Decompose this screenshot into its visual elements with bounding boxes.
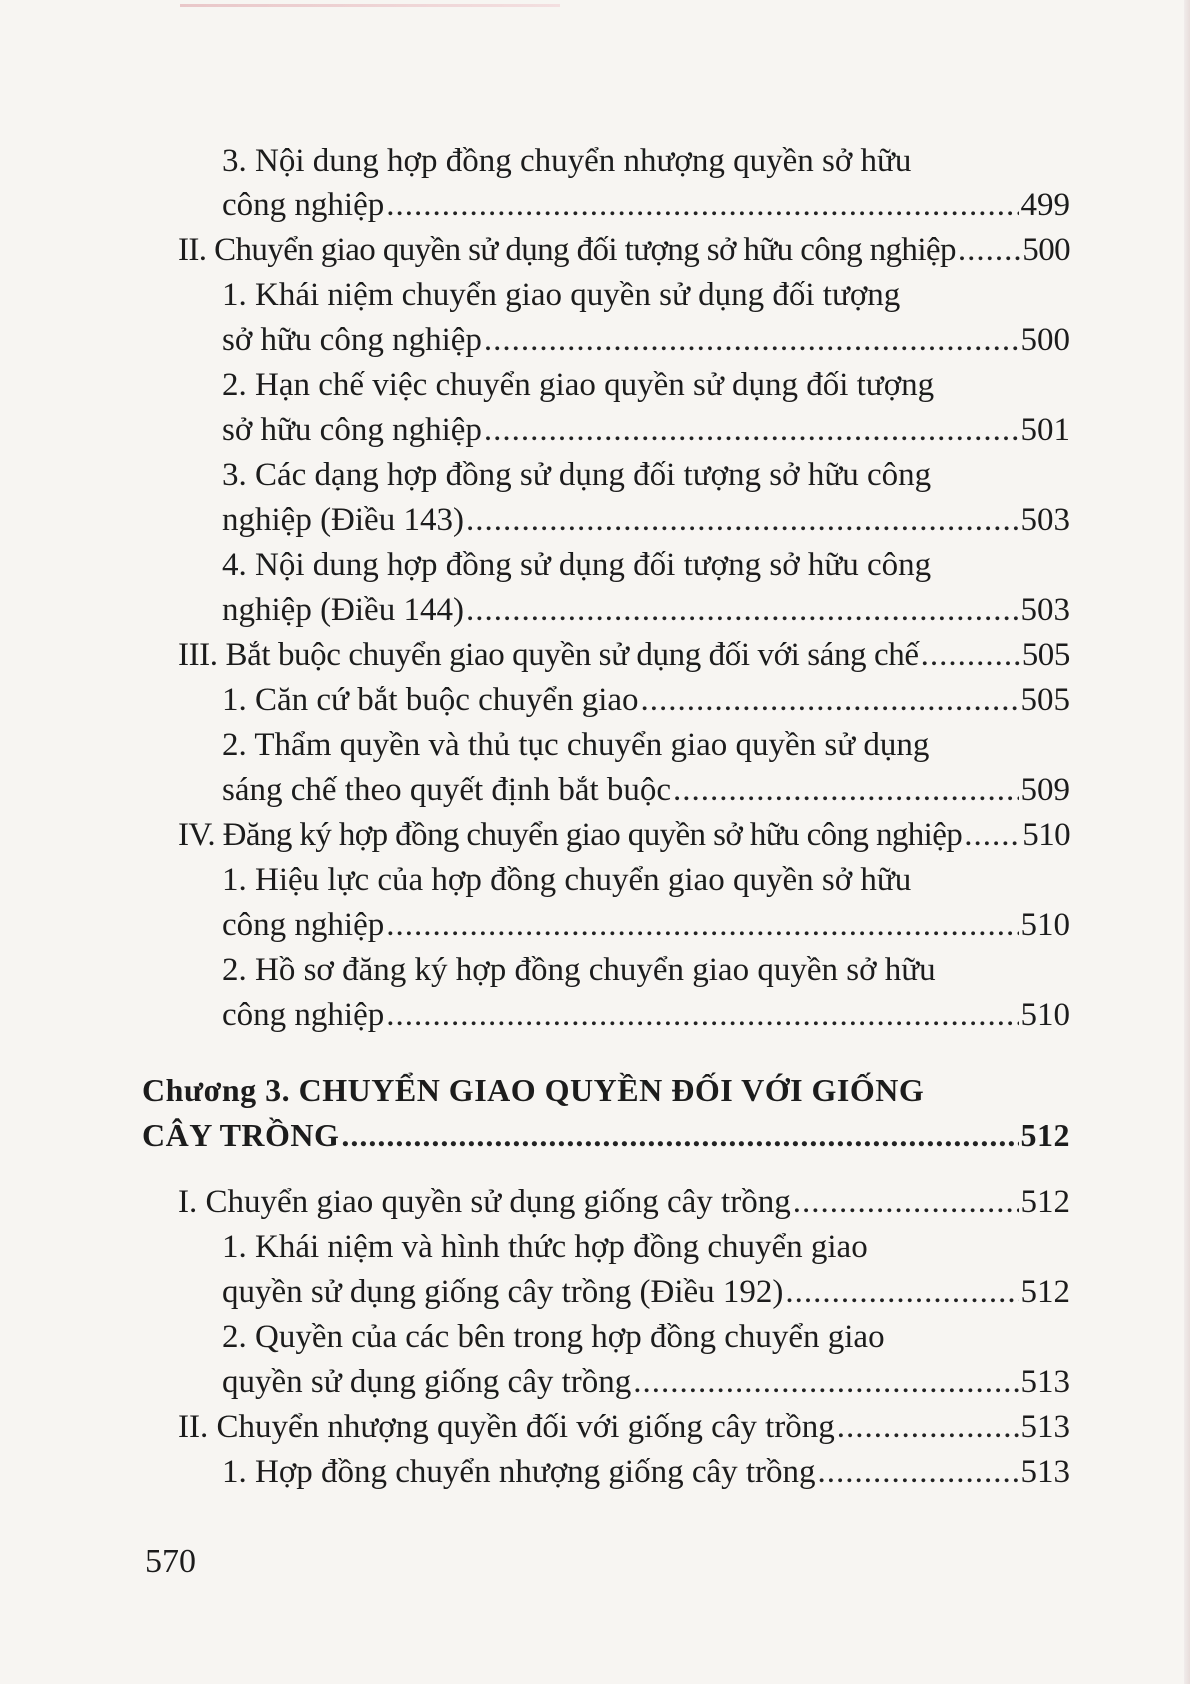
dot-leader: [785, 1270, 1018, 1314]
dot-leader: [641, 678, 1019, 722]
toc-entry: [222, 1270, 1070, 1314]
toc-entry-text: 1. Khái niệm chuyển giao quyền sử dụng đối tượng: [222, 277, 901, 313]
toc-entry: [178, 813, 1070, 857]
page-edge-shadow: [1184, 0, 1190, 1684]
toc-entry-label: công nghiệp: [222, 187, 385, 223]
toc-page-number: 499: [1020, 187, 1070, 223]
dot-leader: [921, 633, 1020, 677]
toc-entry-label: I. Chuyển giao quyền sử dụng giống cây trồng: [178, 1184, 791, 1220]
toc-page-number: 500: [1020, 322, 1070, 358]
toc-entry-label: quyền sử dụng giống cây trồng: [222, 1364, 632, 1400]
toc-entry: [222, 318, 1070, 362]
toc-entry-label: nghiệp (Điều 144): [222, 592, 464, 628]
dot-leader: [341, 1113, 1018, 1157]
dot-leader: [386, 183, 1018, 227]
toc-page-number: 513: [1020, 1454, 1070, 1490]
toc-entry: [178, 1405, 1070, 1449]
toc-page-number: 513: [1020, 1364, 1070, 1400]
toc-entry: [222, 183, 1070, 227]
dot-leader: [466, 498, 1019, 542]
chapter-heading: Chương 3. CHUYỂN GIAO QUYỀN ĐỐI VỚI GIỐNG: [142, 1072, 925, 1108]
toc-entry: [222, 993, 1070, 1037]
toc-page-number: 510: [1022, 817, 1070, 853]
toc-page-number: 512: [1020, 1184, 1070, 1220]
toc-entry: [178, 1180, 1070, 1224]
page-number: 570: [145, 1543, 196, 1580]
dot-leader: [466, 588, 1019, 632]
dot-leader: [837, 1405, 1019, 1449]
toc-entry-label: quyền sử dụng giống cây trồng (Điều 192): [222, 1274, 784, 1310]
toc-entry-label: II. Chuyển giao quyền sử dụng đối tượng sở hữu công nghiệp: [178, 232, 956, 268]
toc-entry-label: sáng chế theo quyết định bắt buộc: [222, 772, 672, 808]
dot-leader: [958, 228, 1020, 272]
dot-leader: [818, 1450, 1019, 1494]
toc-entry-text: 4. Nội dung hợp đồng sử dụng đối tượng sở hữu công: [222, 547, 932, 583]
toc-page-number: 512: [1020, 1117, 1070, 1153]
toc-page-number: 503: [1020, 502, 1070, 538]
toc-entry: [222, 1360, 1070, 1404]
toc-entry-label: sở hữu công nghiệp: [222, 322, 482, 358]
toc-page-number: 509: [1020, 772, 1070, 808]
toc-entry-label: 1. Căn cứ bắt buộc chuyển giao: [222, 682, 639, 718]
dot-leader: [633, 1360, 1018, 1404]
toc-entry-text: 2. Thẩm quyền và thủ tục chuyển giao quyền sử dụng: [222, 727, 930, 763]
dot-leader: [484, 408, 1019, 452]
toc-entry: [222, 768, 1070, 812]
toc-entry-label: IV. Đăng ký hợp đồng chuyển giao quyền sở hữu công nghiệp: [178, 817, 963, 853]
toc-page-number: 513: [1020, 1409, 1070, 1445]
dot-leader: [793, 1180, 1019, 1224]
toc-entry-label: CÂY TRỒNG: [142, 1117, 340, 1153]
toc-page-number: 505: [1021, 637, 1070, 673]
toc-entry-label: II. Chuyển nhượng quyền đối với giống cây trồng: [178, 1409, 835, 1445]
toc-page-number: 503: [1020, 592, 1070, 628]
toc-entry: [222, 408, 1070, 452]
dot-leader: [386, 993, 1018, 1037]
page-edge-decoration: [180, 4, 560, 7]
toc-entry: [222, 678, 1070, 722]
toc-entry-label: III. Bắt buộc chuyển giao quyền sử dụng đối với sáng chế: [178, 637, 919, 673]
toc-page-number: 510: [1020, 907, 1070, 943]
dot-leader: [386, 903, 1018, 947]
toc-entry: [222, 903, 1070, 947]
toc-page-number: 501: [1020, 412, 1070, 448]
toc-entry-text: 1. Khái niệm và hình thức hợp đồng chuyển giao: [222, 1229, 868, 1265]
toc-entry-label: công nghiệp: [222, 997, 385, 1033]
toc-entry: [222, 588, 1070, 632]
toc-entry: [178, 228, 1070, 272]
toc-entry: [222, 1450, 1070, 1494]
toc-page-number: 512: [1020, 1274, 1070, 1310]
toc-entry-text: 3. Các dạng hợp đồng sử dụng đối tượng sở hữu công: [222, 457, 932, 493]
toc-entry-text: 2. Quyền của các bên trong hợp đồng chuyển giao: [222, 1319, 885, 1355]
toc-entry-label: sở hữu công nghiệp: [222, 412, 482, 448]
toc-entry-text: 2. Hồ sơ đăng ký hợp đồng chuyển giao quyền sở hữu: [222, 952, 936, 988]
toc-entry-text: 3. Nội dung hợp đồng chuyển nhượng quyền sở hữu: [222, 143, 912, 179]
toc-entry: [222, 498, 1070, 542]
toc-page-number: 500: [1022, 232, 1070, 268]
toc-page-number: 510: [1020, 997, 1070, 1033]
toc-entry-label: công nghiệp: [222, 907, 385, 943]
toc-entry-text: 2. Hạn chế việc chuyển giao quyền sử dụng đối tượng: [222, 367, 935, 403]
toc-entry-label: 1. Hợp đồng chuyển nhượng giống cây trồng: [222, 1454, 816, 1490]
toc-entry-text: 1. Hiệu lực của hợp đồng chuyển giao quyền sở hữu: [222, 862, 912, 898]
dot-leader: [964, 813, 1020, 857]
dot-leader: [673, 768, 1018, 812]
dot-leader: [484, 318, 1019, 362]
toc-entry-label: nghiệp (Điều 143): [222, 502, 464, 538]
chapter-entry: [142, 1113, 1070, 1157]
toc-entry: [178, 633, 1070, 677]
toc-page-number: 505: [1020, 682, 1070, 718]
